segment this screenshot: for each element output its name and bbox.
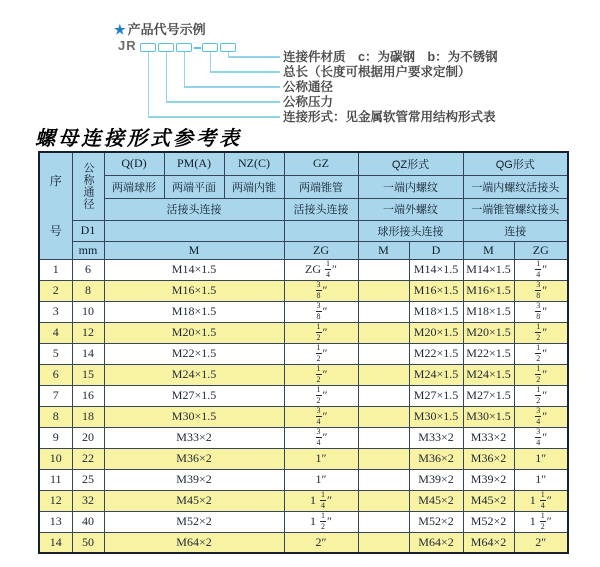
cell-qg_m: M36×2 [463, 448, 514, 469]
cell-gz: 1 $\frac{1}{4}$ ″ [284, 490, 358, 511]
cell-qg_m: M22×1.5 [463, 343, 514, 364]
cell-qg_zg: 1 $\frac{1}{2}$ ″ [514, 511, 568, 532]
code-box-1 [140, 43, 156, 52]
header-gz-code: GZ [284, 152, 358, 175]
cell-qz_m [358, 280, 409, 301]
header-qg-connection: 连接 [463, 220, 568, 241]
cell-qg_m: M16×1.5 [463, 280, 514, 301]
code-box-2 [158, 43, 174, 52]
table-header [39, 152, 568, 259]
connector-line [148, 52, 150, 117]
cell-qg_m: M45×2 [463, 490, 514, 511]
header-gz-desc: 两端锥管 [284, 175, 358, 198]
table-row [39, 280, 568, 301]
cell-seq: 11 [39, 469, 72, 490]
header-qz-desc2: 一端外螺纹 [358, 198, 463, 220]
cell-dn: 25 [72, 469, 104, 490]
cell-m: M36×2 [104, 448, 284, 469]
cell-gz: $\frac{1}{2}$ ″ [284, 364, 358, 385]
cell-qz_m [358, 343, 409, 364]
header-dn: 公称通径 [72, 152, 104, 220]
cell-qg_zg: $\frac{1}{2}$ ″ [514, 364, 568, 385]
cell-gz: $\frac{3}{4}$ ″ [284, 406, 358, 427]
cell-qz_d: M24×1.5 [409, 364, 463, 385]
table-row [39, 301, 568, 322]
header-m-unit: M [104, 241, 284, 259]
cell-qz_d: M16×1.5 [409, 280, 463, 301]
table-title: 螺母连接形式参考表 [35, 128, 242, 150]
cell-m: M22×1.5 [104, 343, 284, 364]
table-row [39, 469, 568, 490]
code-box-4 [202, 43, 218, 52]
cell-qz_d: M20×1.5 [409, 322, 463, 343]
connector-line [228, 56, 280, 58]
cell-m: M33×2 [104, 427, 284, 448]
label-connection-form: 连接形式：见金属软管常用结构形式表 [283, 110, 496, 124]
cell-dn: 12 [72, 322, 104, 343]
cell-m: M18×1.5 [104, 301, 284, 322]
cell-gz: $\frac{3}{4}$ ″ [284, 427, 358, 448]
cell-gz: $\frac{3}{8}$ ″ [284, 301, 358, 322]
cell-seq: 3 [39, 301, 72, 322]
cell-m: M45×2 [104, 490, 284, 511]
cell-qg_zg: 1″ [514, 448, 568, 469]
header-seq-char: 号 [49, 224, 62, 239]
table-row [39, 427, 568, 448]
cell-m: M52×2 [104, 511, 284, 532]
cell-seq: 1 [39, 259, 72, 280]
cell-qg_zg: $\frac{1}{2}$ ″ [514, 343, 568, 364]
header-pm-desc: 两端平面 [164, 175, 224, 198]
cell-qg_m: M33×2 [463, 427, 514, 448]
cell-m: M24×1.5 [104, 364, 284, 385]
header-qz-m-unit: M [358, 241, 409, 259]
table-row [39, 448, 568, 469]
cell-m: M14×1.5 [104, 259, 284, 280]
cell-dn: 32 [72, 490, 104, 511]
table-row [39, 322, 568, 343]
header-qg-desc: 一端内螺纹活接头 [463, 175, 568, 198]
connector-line [184, 52, 186, 87]
cell-qg_m: M27×1.5 [463, 385, 514, 406]
cell-qg_m: M30×1.5 [463, 406, 514, 427]
table-row [39, 511, 568, 532]
cell-gz: 1″ [284, 448, 358, 469]
cell-qg_m: M52×2 [463, 511, 514, 532]
header-zg-unit: ZG [284, 241, 358, 259]
cell-qz_m [358, 532, 409, 553]
table-row [39, 364, 568, 385]
cell-seq: 2 [39, 280, 72, 301]
cell-m: M39×2 [104, 469, 284, 490]
cell-dn: 8 [72, 280, 104, 301]
cell-dn: 10 [72, 301, 104, 322]
cell-dn: 6 [72, 259, 104, 280]
cell-qz_d: M45×2 [409, 490, 463, 511]
product-code-prefix: JR [118, 38, 137, 53]
cell-qg_zg: $\frac{1}{4}$ ″ [514, 259, 568, 280]
cell-dn: 50 [72, 532, 104, 553]
cell-dn: 40 [72, 511, 104, 532]
label-material: 连接件材质 c：为碳钢 b：为不锈钢 [283, 50, 498, 64]
header-mm: mm [72, 241, 104, 259]
connector-line [166, 101, 280, 103]
cell-qz_d: M39×2 [409, 469, 463, 490]
code-dash [194, 47, 201, 49]
cell-qg_m: M14×1.5 [463, 259, 514, 280]
cell-seq: 7 [39, 385, 72, 406]
connector-line [184, 86, 280, 88]
header-seq [39, 152, 72, 259]
cell-gz: 1 $\frac{1}{2}$ ″ [284, 511, 358, 532]
header-union-connection: 活接头连接 [104, 198, 284, 220]
cell-qz_d: M30×1.5 [409, 406, 463, 427]
cell-seq: 4 [39, 322, 72, 343]
cell-qg_zg: $\frac{3}{8}$ ″ [514, 280, 568, 301]
cell-qz_d: M14×1.5 [409, 259, 463, 280]
cell-qz_d: M33×2 [409, 427, 463, 448]
cell-gz: ZG $\frac{1}{4}$ ″ [284, 259, 358, 280]
cell-qz_m [358, 406, 409, 427]
label-total-length: 总长（长度可根据用户要求定制） [283, 65, 471, 79]
cell-qg_m: M18×1.5 [463, 301, 514, 322]
cell-qz_d: M52×2 [409, 511, 463, 532]
connector-line [210, 71, 280, 73]
cell-seq: 5 [39, 343, 72, 364]
header-d1: D1 [72, 220, 104, 241]
cell-seq: 13 [39, 511, 72, 532]
cell-gz: 2″ [284, 532, 358, 553]
cell-qz_m [358, 322, 409, 343]
connector-line [210, 52, 212, 72]
cell-gz: $\frac{1}{2}$ ″ [284, 322, 358, 343]
cell-seq: 8 [39, 406, 72, 427]
connector-line [148, 116, 280, 118]
cell-qz_m [358, 427, 409, 448]
cell-gz: $\frac{1}{2}$ ″ [284, 385, 358, 406]
cell-dn: 22 [72, 448, 104, 469]
cell-seq: 14 [39, 532, 72, 553]
header-qz-desc: 一端内螺纹 [358, 175, 463, 198]
cell-qz_m [358, 490, 409, 511]
cell-m: M27×1.5 [104, 385, 284, 406]
cell-qg_zg: $\frac{1}{2}$ ″ [514, 322, 568, 343]
cell-dn: 20 [72, 427, 104, 448]
diagram-heading [114, 19, 206, 38]
cell-qz_m [358, 448, 409, 469]
cell-qg_m: M39×2 [463, 469, 514, 490]
header-blank [104, 220, 284, 241]
cell-qg_m: M20×1.5 [463, 322, 514, 343]
table-row [39, 532, 568, 553]
table-row [39, 259, 568, 280]
header-seq-char: 序 [49, 174, 62, 189]
cell-m: M30×1.5 [104, 406, 284, 427]
cell-gz: 1″ [284, 469, 358, 490]
table-row [39, 406, 568, 427]
header-nz-code: NZ(C) [224, 152, 284, 175]
header-gz-connection: 活接头连接 [284, 198, 358, 220]
cell-qz_m [358, 364, 409, 385]
table-row [39, 343, 568, 364]
cell-gz: $\frac{3}{8}$ ″ [284, 280, 358, 301]
header-qg-m-unit: M [463, 241, 514, 259]
cell-m: M64×2 [104, 532, 284, 553]
cell-qz_m [358, 385, 409, 406]
cell-dn: 14 [72, 343, 104, 364]
cell-qg_zg: $\frac{3}{8}$ ″ [514, 301, 568, 322]
header-q-desc: 两端球形 [104, 175, 164, 198]
cell-qz_d: M27×1.5 [409, 385, 463, 406]
connector-line [166, 52, 168, 102]
header-pm-code: PM(A) [164, 152, 224, 175]
cell-qg_zg: 1″ [514, 469, 568, 490]
reference-table [38, 151, 569, 554]
cell-seq: 9 [39, 427, 72, 448]
cell-qg_m: M24×1.5 [463, 364, 514, 385]
cell-seq: 12 [39, 490, 72, 511]
cell-qz_m [358, 469, 409, 490]
cell-m: M16×1.5 [104, 280, 284, 301]
cell-dn: 15 [72, 364, 104, 385]
header-qg-desc2: 一端锥管螺纹接头 [463, 198, 568, 220]
header-blank [284, 220, 358, 241]
header-qg-zg-unit: ZG [514, 241, 568, 259]
cell-qg_zg: $\frac{3}{4}$ ″ [514, 406, 568, 427]
header-qz-connection: 球形接头连接 [358, 220, 463, 241]
cell-qg_m: M64×2 [463, 532, 514, 553]
header-q-code: Q(D) [104, 152, 164, 175]
header-nz-desc: 两端内锥 [224, 175, 284, 198]
cell-qz_d: M36×2 [409, 448, 463, 469]
code-box-5 [220, 43, 236, 52]
cell-qz_m [358, 301, 409, 322]
cell-m: M20×1.5 [104, 322, 284, 343]
cell-dn: 16 [72, 385, 104, 406]
label-nominal-pressure: 公称压力 [283, 95, 334, 109]
cell-gz: $\frac{1}{2}$ ″ [284, 343, 358, 364]
cell-seq: 6 [39, 364, 72, 385]
header-qg-code: QG形式 [463, 152, 568, 175]
star-icon: ★ [114, 22, 126, 37]
cell-dn: 18 [72, 406, 104, 427]
cell-qz_d: M18×1.5 [409, 301, 463, 322]
header-qz-code: QZ形式 [358, 152, 463, 175]
code-box-3 [176, 43, 192, 52]
cell-qg_zg: 1 $\frac{1}{4}$ ″ [514, 490, 568, 511]
diagram-heading-text: 产品代号示例 [127, 22, 206, 37]
table-row [39, 490, 568, 511]
cell-qz_m [358, 511, 409, 532]
label-nominal-diameter: 公称通径 [283, 80, 334, 94]
cell-qg_zg: $\frac{1}{2}$ ″ [514, 385, 568, 406]
cell-qz_m [358, 259, 409, 280]
cell-qz_d: M22×1.5 [409, 343, 463, 364]
header-qz-d-unit: D [409, 241, 463, 259]
cell-qz_d: M64×2 [409, 532, 463, 553]
cell-qg_zg: $\frac{3}{4}$ ″ [514, 427, 568, 448]
table-row [39, 385, 568, 406]
table-body [39, 259, 568, 553]
cell-qg_zg: 2″ [514, 532, 568, 553]
cell-seq: 10 [39, 448, 72, 469]
